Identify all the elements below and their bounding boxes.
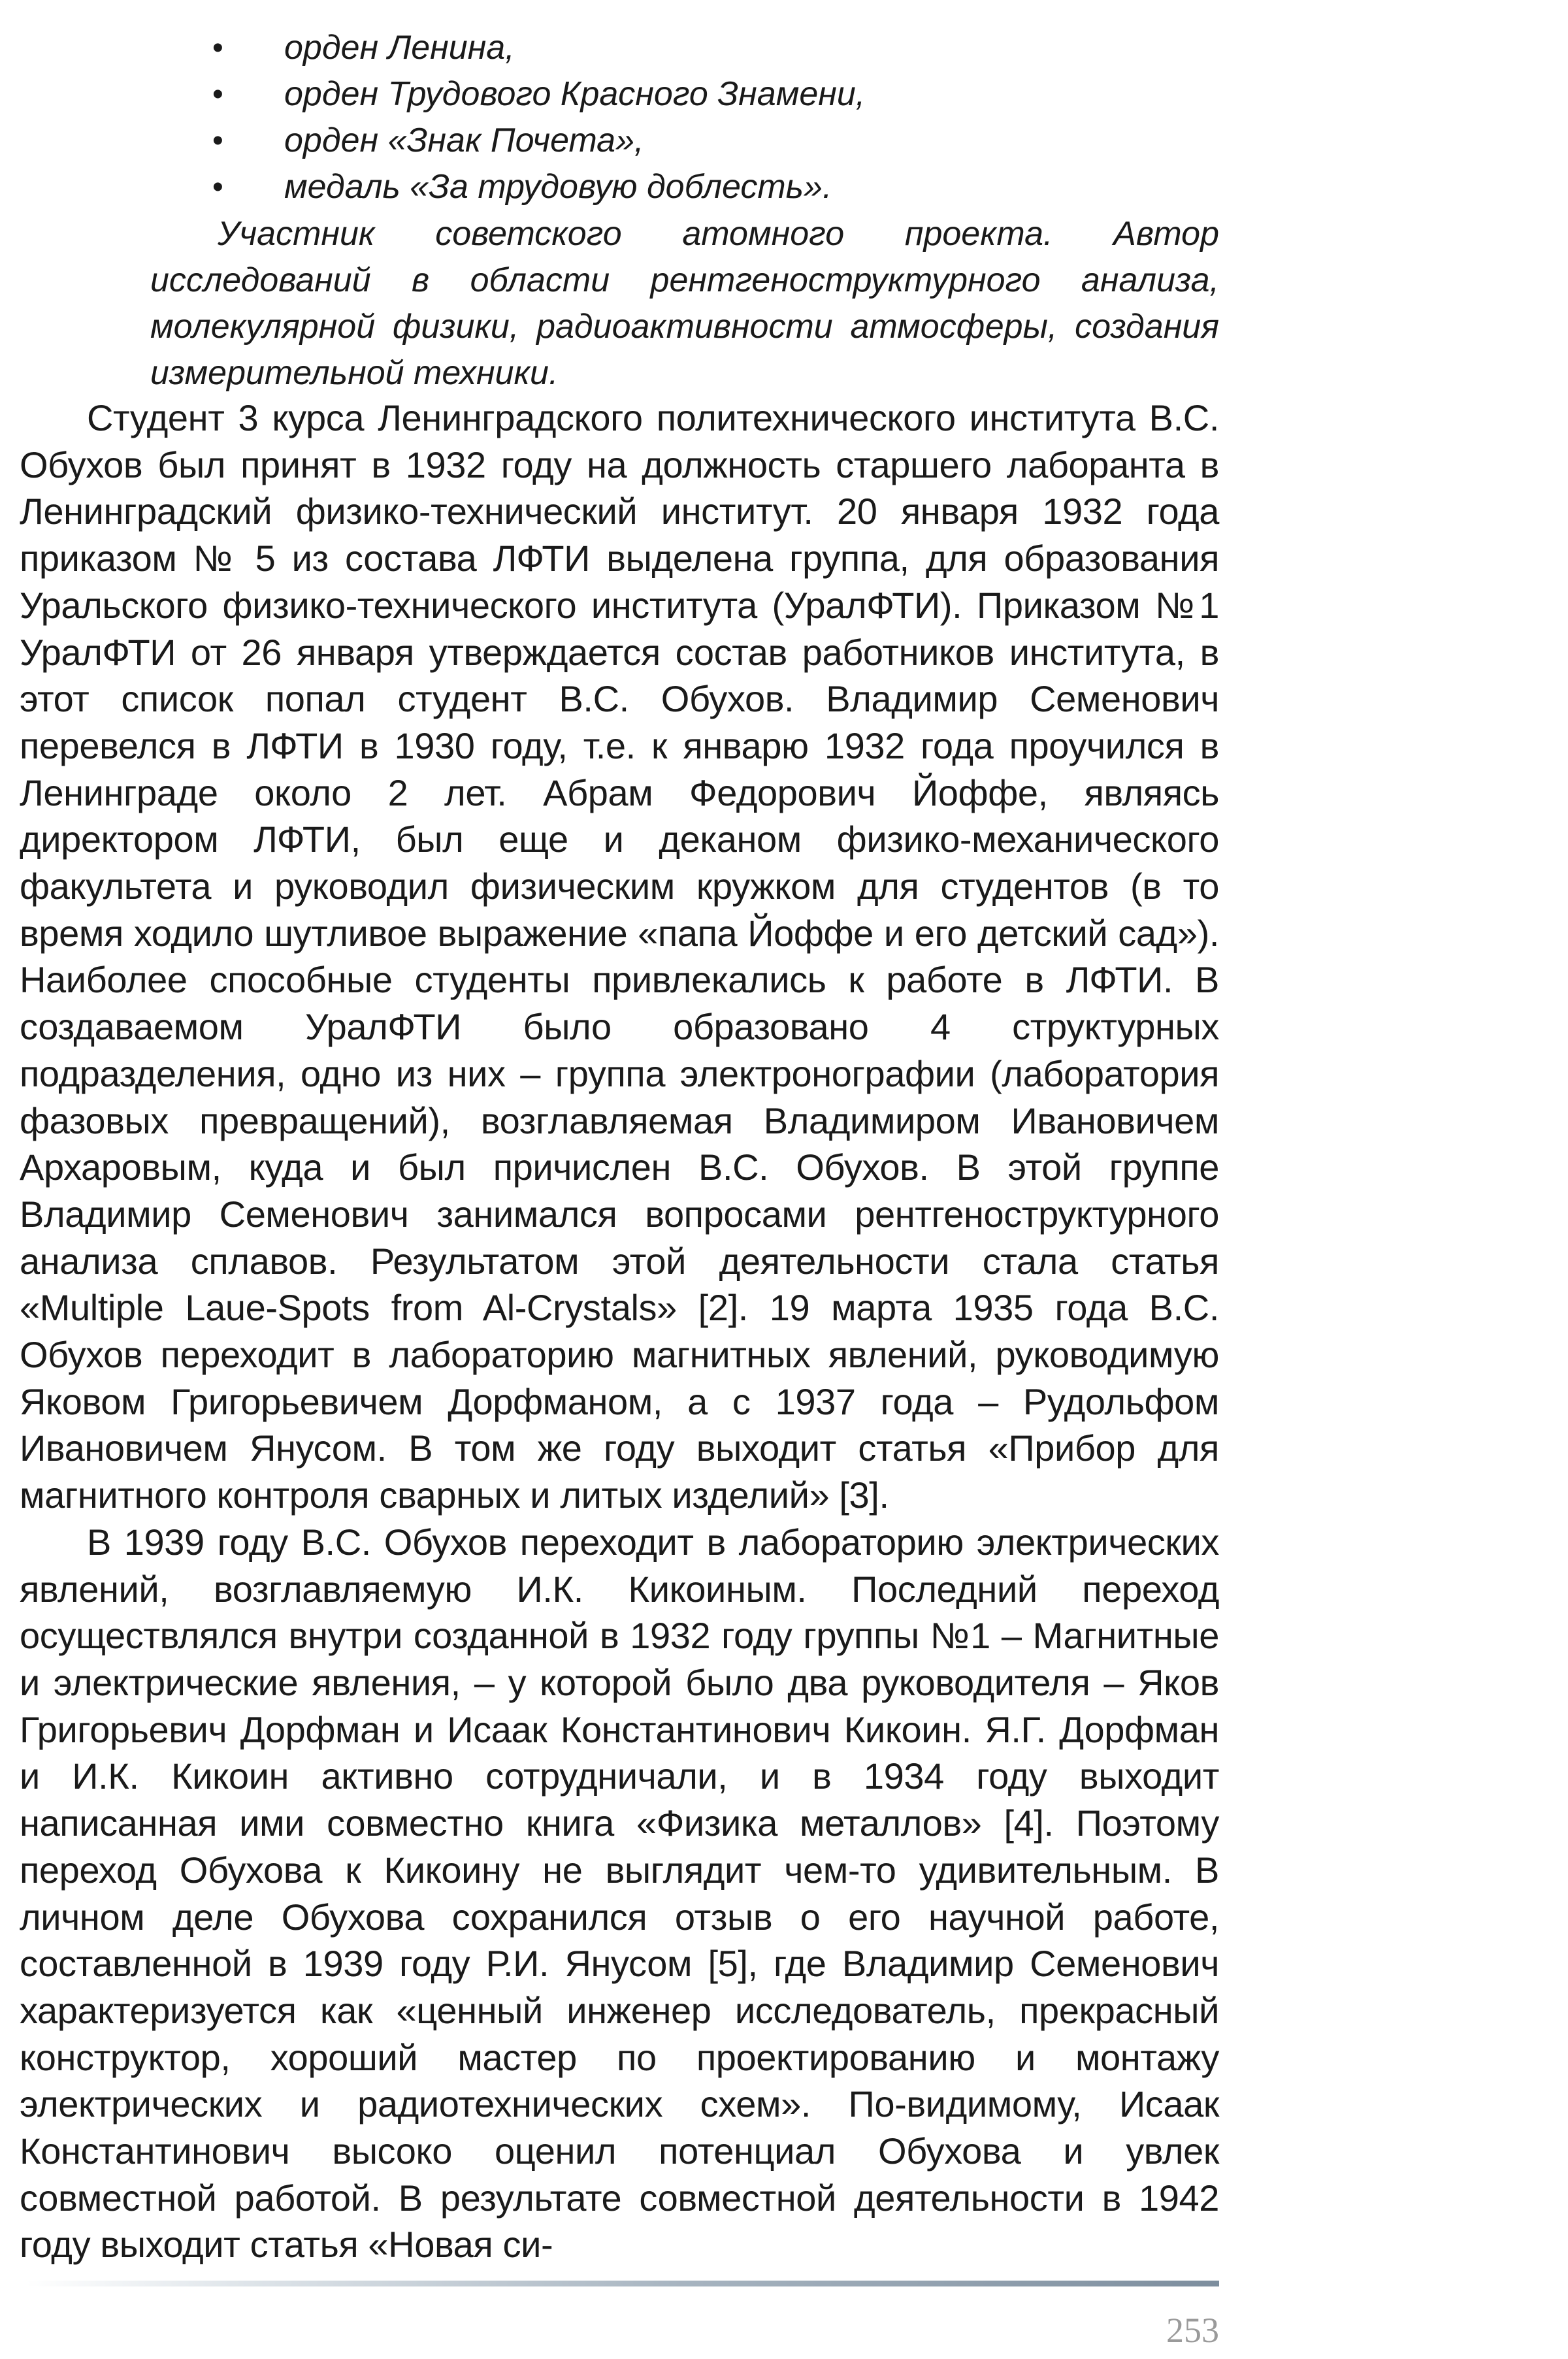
awards-list — [212, 25, 1192, 210]
bullet-icon: • — [212, 31, 223, 65]
article-body — [20, 395, 1219, 2268]
body-paragraph: В 1939 году В.С. Обухов переходит в лабораторию электрических явлений, возглавляемую И.К. Кикоиным. Последний переход осуществлялся внутри созданной в 1932 году группы №1 – Магнитные и электрические явления, – у которой было два руководителя – Яков Григорьевич Дорфман и Исаак Константинович Кикоин. Я.Г. Дорфман и И.К. Кикоин активно сотрудничали, и в 1934 году выходит написанная ими совместно книга «Физика металлов» [4]. Поэтому переход Обухова к Кикоину не выглядит чем-то удивительным. В личном деле Обухова сохранился отзыв о его научной работе, составленной в 1939 году Р.И. Янусом [5], где Владимир Семенович характеризуется как «ценный инженер исследователь, прекрасный конструктор, хороший мастер по проектированию и монтажу электрических и радиотехнических схем». По-видимому, Исаак Константинович высоко оценил потенциал Обухова и увлек совместной работой. В результате совместной деятельности в 1942 году выходит статья «Новая си- — [20, 1521, 1219, 2266]
bullet-icon: • — [212, 77, 223, 112]
award-text: медаль «За трудовую доблесть». — [284, 168, 832, 206]
biography-summary: Участник советского атомного проекта. Автор исследований в области рентгеноструктурного анализа, молекулярной физики, радиоактивности атмосферы, создания измерительной техники. — [150, 215, 1219, 392]
body-paragraph: Студент 3 курса Ленинградского политехнического института В.С. Обухов был принят в 1932 году на должность старшего лаборанта в Ленинградский физико-технический институт. 20 января 1932 года приказом № 5 из состава ЛФТИ выделена группа, для образования Уральского физико-технического института (УралФТИ). Приказом №1 УралФТИ от 26 января утверждается состав работников института, в этот список попал студент В.С. Обухов. Владимир Семенович перевелся в ЛФТИ в 1930 году, т.е. к январю 1932 года проучился в Ленинграде около 2 лет. Абрам Федорович Йоффе, являясь директором ЛФТИ, был еще и деканом физико-механического факультета и руководил физическим кружком для студентов (в то время ходило шутливое выражение «папа Йоффе и его детский сад»). Наиболее способные студенты привлекались к работе в ЛФТИ. В создаваемом УралФТИ было образовано 4 структурных подразделения, одно из них – группа электронографии (лаборатория фазовых превращений), возглавляемая Владимиром Ивановичем Архаровым, куда и был причислен В.С. Обухов. В этой группе Владимир Семенович занимался вопросами рентгеноструктурного анализа сплавов. Результатом этой деятельности стала статья «Multiple Laue-Spots from Al-Crystals» [2]. 19 марта 1935 года В.С. Обухов переходит в лабораторию магнитных явлений, руководимую Яковом Григорьевичем Дорфманом, а с 1937 года – Рудольфом Ивановичем Янусом. В том же году выходит статья «Прибор для магнитного контроля сварных и литых изделий» [3]. — [20, 397, 1219, 1516]
bullet-icon: • — [212, 170, 223, 204]
footer-divider — [26, 2281, 1219, 2286]
award-text: орден Трудового Красного Знамени, — [284, 75, 866, 113]
bullet-icon: • — [212, 123, 223, 158]
award-item — [212, 164, 1192, 210]
award-text: орден Ленина, — [284, 29, 515, 67]
award-item — [212, 118, 1192, 164]
page-number: 253 — [1166, 2311, 1219, 2350]
award-text: орден «Знак Почета», — [284, 122, 644, 159]
award-item — [212, 25, 1192, 71]
award-item — [212, 71, 1192, 118]
